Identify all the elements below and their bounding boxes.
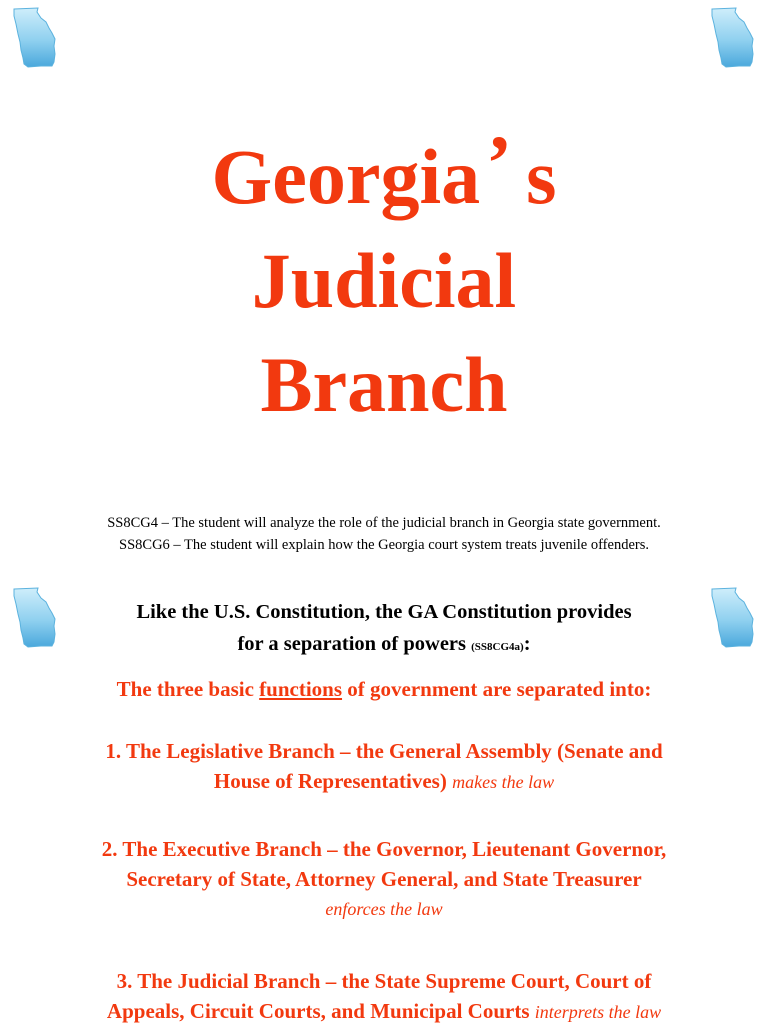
separation-of-powers-slide — [0, 576, 768, 1024]
standard-ss8cg6: SS8CG6 – The student will explain how the Georgia court system treats juvenile offenders. — [119, 537, 649, 553]
slide-title — [0, 119, 768, 437]
standards-text — [0, 512, 768, 556]
legislative-branch-item: 1. The Legislative Branch – the General Assembly (Senate and House of Representatives) makes the law — [105, 739, 663, 793]
title-line-3: Branch — [260, 341, 508, 428]
title-line-2: Judicial — [251, 237, 517, 324]
georgia-state-icon — [8, 6, 60, 70]
georgia-state-icon — [706, 6, 758, 70]
standard-ss8cg4: SS8CG4 – The student will analyze the role of the judicial branch in Georgia state government. — [107, 515, 661, 531]
judicial-branch-item: 3. The Judicial Branch – the State Supreme Court, Court of Appeals, Circuit Courts, and Municipal Courts interprets the law — [106, 969, 662, 1023]
functions-heading: The three basic functions of government are separated into: — [116, 677, 652, 701]
title-line-1: Georgia’ s — [211, 119, 557, 220]
intro-text: Like the U.S. Constitution, the GA Constitution provides for a separation of powers (SS8CG4a): — [136, 601, 632, 655]
executive-branch-item: 2. The Executive Branch – the Governor, Lieutenant Governor, Secretary of State, Attorney General, and State Treasurer enforces the law — [101, 837, 667, 919]
